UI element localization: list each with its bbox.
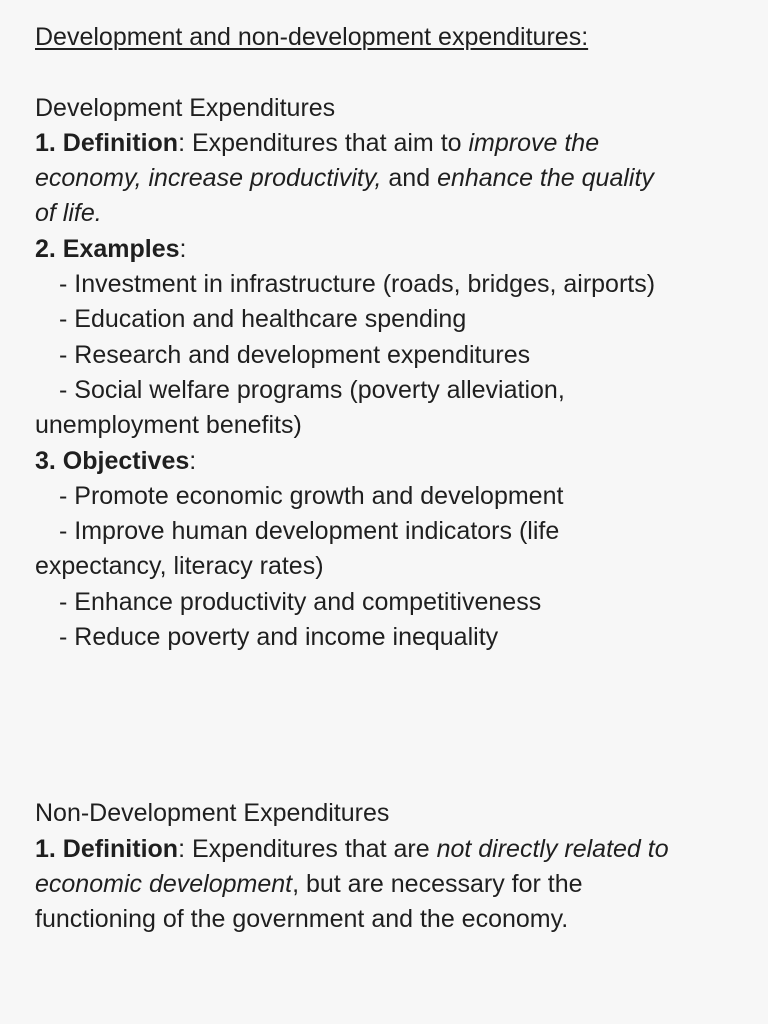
definition-italic: of life. (35, 199, 102, 228)
list-item: - Enhance productivity and competitiveness (59, 587, 542, 616)
examples-colon: : (179, 234, 187, 263)
definition-text: and (381, 164, 438, 193)
definition-italic: not directly related to (436, 834, 669, 863)
list-item: - Education and healthcare spending (59, 305, 467, 334)
spacer (35, 655, 732, 796)
definition-italic: economic development (35, 869, 293, 898)
definition-colon: : (178, 128, 186, 157)
definition-italic: enhance the quality (437, 164, 654, 193)
examples-label: 2. Examples (35, 234, 180, 263)
non-development-heading: Non-Development Expenditures (35, 799, 390, 828)
definition-italic: economy, increase productivity, (35, 164, 382, 193)
list-item: - Improve human development indicators (life (59, 517, 560, 546)
definition-label: 1. Definition (35, 834, 179, 863)
spacer (35, 55, 732, 90)
definition-text: Expenditures that are (185, 834, 437, 863)
development-definition-line-3 (35, 196, 732, 231)
examples-heading-line (35, 232, 732, 267)
list-item: - Investment in infrastructure (roads, bridges, airports) (59, 270, 656, 299)
development-section (35, 91, 732, 656)
development-definition-line-2 (35, 161, 732, 196)
definition-text: Expenditures that aim to (185, 128, 469, 157)
document-title: Development and non-development expenditures: (35, 23, 589, 51)
list-item: - Social welfare programs (poverty alleviation, (59, 375, 565, 404)
list-item-continuation: unemployment benefits) (35, 411, 302, 440)
objectives-colon: : (189, 446, 197, 475)
development-heading: Development Expenditures (35, 93, 336, 122)
development-definition-line-1 (35, 126, 732, 161)
non-development-definition-line-1 (35, 832, 732, 867)
objectives-heading-line (35, 444, 732, 479)
list-item: - Research and development expenditures (59, 340, 531, 369)
non-development-definition-line-3: functioning of the government and the economy. (35, 905, 569, 934)
list-item: - Promote economic growth and development (59, 481, 564, 510)
non-development-section (35, 796, 732, 937)
list-item: - Reduce poverty and income inequality (59, 623, 499, 652)
definition-italic: improve the (468, 128, 600, 157)
non-development-definition-line-2 (35, 867, 732, 902)
list-item-continuation: expectancy, literacy rates) (35, 552, 324, 581)
objectives-label: 3. Objectives (35, 446, 190, 475)
definition-label: 1. Definition (35, 128, 179, 157)
definition-text: , but are necessary for the (292, 869, 583, 898)
definition-colon: : (178, 834, 186, 863)
